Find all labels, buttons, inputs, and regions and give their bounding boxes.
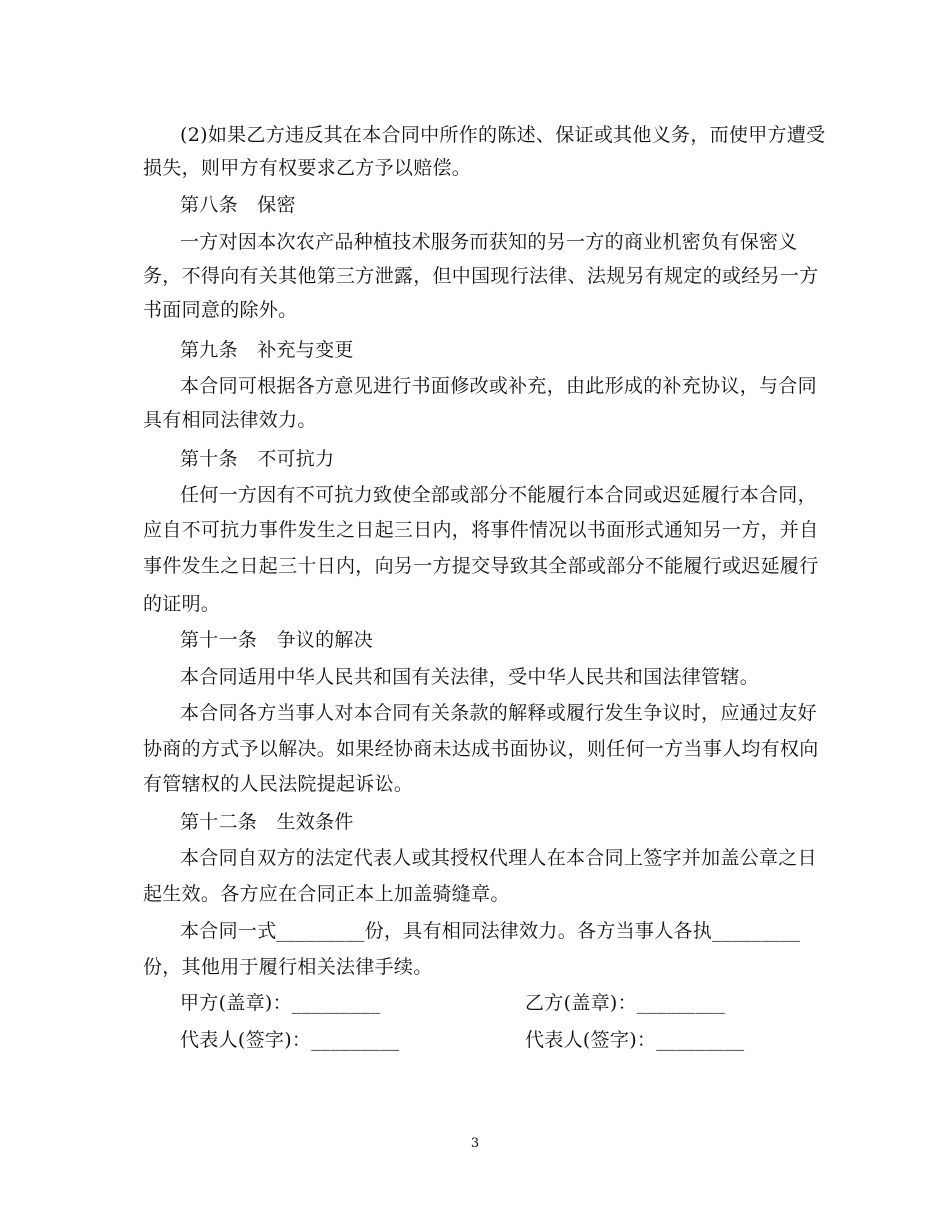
section-heading-11: 第十一条 争议的解决 xyxy=(180,629,374,651)
party-b-rep-line: 代表人(签字)：_________ xyxy=(525,1029,745,1051)
paragraph-line: 书面同意的除外。 xyxy=(143,299,298,321)
paragraph-line: 起生效。各方应在合同正本上加盖骑缝章。 xyxy=(143,883,510,905)
page-number: 3 xyxy=(470,1136,480,1151)
paragraph-line: 任何一方因有不可抗力致使全部或部分不能履行本合同或迟延履行本合同， xyxy=(180,484,817,506)
section-heading-9: 第九条 补充与变更 xyxy=(180,339,354,361)
paragraph-line: 本合同各方当事人对本合同有关条款的解释或履行发生争议时，应通过友好 xyxy=(180,702,817,724)
paragraph-line: 有管辖权的人民法院提起诉讼。 xyxy=(143,773,414,795)
paragraph-line: 本合同一式_________份，具有相同法律效力。各方当事人各执_________ xyxy=(180,920,801,942)
section-heading-12: 第十二条 生效条件 xyxy=(180,811,354,833)
paragraph-line: 务，不得向有关其他第三方泄露，但中国现行法律、法规另有规定的或经另一方 xyxy=(143,265,819,287)
section-heading-10: 第十条 不可抗力 xyxy=(180,448,335,470)
paragraph-line: 一方对因本次农产品种植技术服务而获知的另一方的商业机密负有保密义 xyxy=(180,231,798,253)
party-a-rep-line: 代表人(签字)：_________ xyxy=(180,1029,400,1051)
paragraph-line: 的证明。 xyxy=(143,593,221,615)
paragraph-line: 具有相同法律效力。 xyxy=(143,409,317,431)
paragraph-line: (2)如果乙方违反其在本合同中所作的陈述、保证或其他义务，而使甲方遭受 xyxy=(180,124,826,146)
section-heading-8: 第八条 保密 xyxy=(180,194,296,216)
paragraph-line: 份，其他用于履行相关法律手续。 xyxy=(143,956,433,978)
paragraph-line: 协商的方式予以解决。如果经协商未达成书面协议，则任何一方当事人均有权向 xyxy=(143,738,819,760)
paragraph-line: 应自不可抗力事件发生之日起三日内，将事件情况以书面形式通知另一方，并自 xyxy=(143,519,819,541)
paragraph-line: 本合同可根据各方意见进行书面修改或补充，由此形成的补充协议，与合同 xyxy=(180,375,817,397)
paragraph-line: 本合同自双方的法定代表人或其授权代理人在本合同上签字并加盖公章之日 xyxy=(180,847,817,869)
paragraph-line: 本合同适用中华人民共和国有关法律，受中华人民共和国法律管辖。 xyxy=(180,666,760,688)
party-b-seal-line: 乙方(盖章)：_________ xyxy=(525,992,726,1014)
paragraph-line: 事件发生之日起三十日内，向另一方提交导致其全部或部分不能履行或迟延履行 xyxy=(143,555,819,577)
paragraph-line: 损失，则甲方有权要求乙方予以赔偿。 xyxy=(143,157,472,179)
party-a-seal-line: 甲方(盖章)：_________ xyxy=(180,992,381,1014)
